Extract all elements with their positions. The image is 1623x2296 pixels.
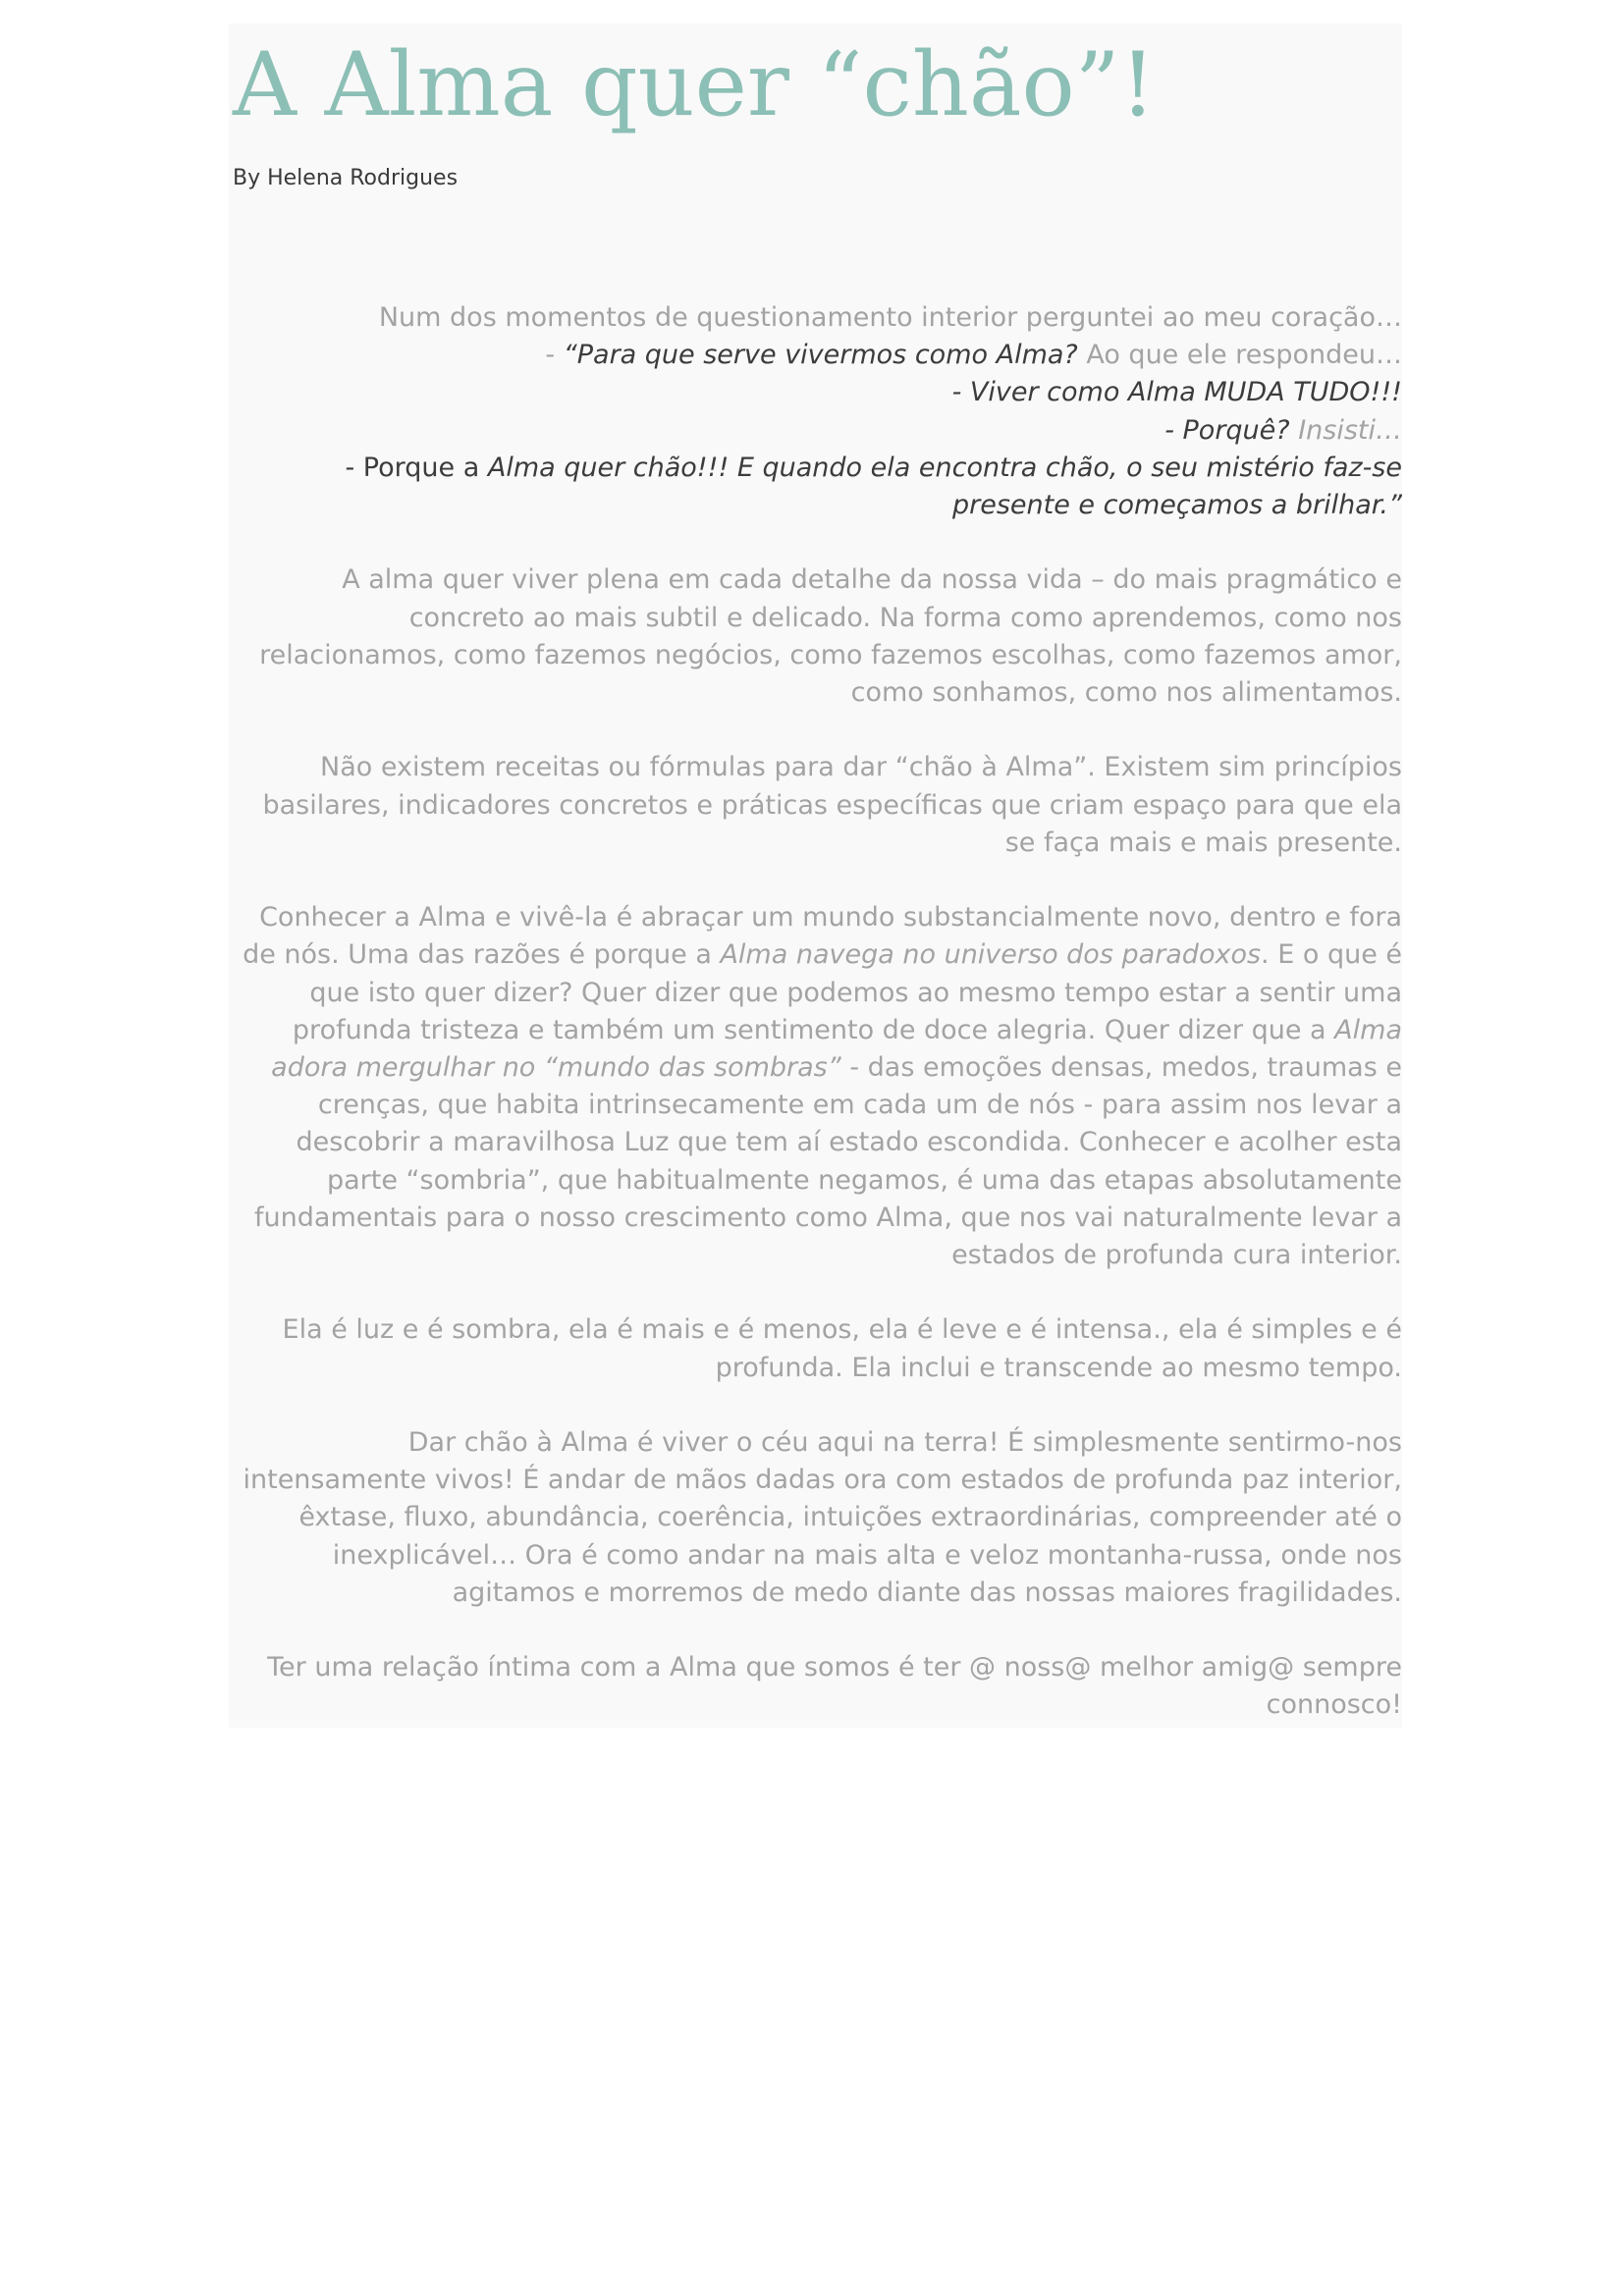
dialogue-line-2-prefix: - [545,340,564,371]
paragraph-2-text-c: . Existem sim princípios basilares, indicadores concretos e práticas específicas que criam espaço para que ela se faça mais e mais presente. [262,752,1402,858]
paragraph-6-text: Ter uma relação íntima com a Alma que somos é ter @ noss@ melhor amig@ sempre connosco! [267,1652,1402,1721]
article-title: A Alma quer “chão”! [233,33,1156,136]
paragraph-1 [236,561,1402,712]
dialogue-line-4-question: - Porquê? [1164,414,1290,446]
paragraph-4-text-b: Ela inclui e transcende ao mesmo tempo. [842,1352,1402,1383]
paragraph-5-text: Dar chão à Alma é viver o céu aqui na terra! É simplesmente sentirmo-nos intensamente vivos! É andar de mãos dadas ora com estados de profunda paz interior, êxtase, fluxo, abundância, coerência, intuições extraordinárias, compreender até o inexplicável… Ora é como andar na mais alta e veloz montanha-russa, onde nos agitamos e morremos de medo diante das nossas maiores fragilidades. [243,1427,1402,1608]
paragraph-3-text-e: - das emoções densas, medos, traumas e crenças, que habita intrinsecamente em cada um de nós - para assim nos levar a descobrir a maravilhosa Luz que tem aí estado escondida. Conhecer e acolher esta parte “sombria”, que habitualmente negamos, é uma das etapas absolutamente fundamentais para o nosso crescimento como Alma, que nos vai naturalmente levar a estados de profunda cura interior. [254,1052,1402,1271]
dialogue-line-5 [236,450,1402,524]
dialogue-line-2-question: “Para que serve vivermos como Alma? [563,340,1078,371]
paragraph-2 [236,749,1402,862]
paragraph-4-text-a: Ela é luz e é sombra, ela é mais e é menos, ela é leve e é intensa., ela é simples e é profunda. [282,1314,1402,1383]
paragraph-1-text: A alma quer viver plena em cada detalhe da nossa vida – do mais pragmático e concreto ao mais subtil e delicado. Na forma como aprendemos, como nos relacionamos, como fazemos negócios, como fazemos escolhas, como fazemos amor, como sonhamos, como nos alimentamos. [259,564,1402,709]
paragraph-3-text-d: Alma adora mergulhar no “mundo das sombras” [271,1014,1402,1084]
dialogue-line-1-text: Num dos momentos de questionamento interior perguntei ao meu coração… [378,302,1402,333]
dialogue-line-4-suffix: Insisti… [1289,414,1402,446]
paragraph-2-text-b: “chão à Alma” [894,752,1088,783]
paragraph-3 [236,899,1402,1274]
paragraph-6 [236,1649,1402,1724]
dialogue-line-1 [236,299,1402,337]
dialogue-line-2-suffix: Ao que ele respondeu… [1077,340,1402,371]
dialogue-block [236,299,1402,524]
dialogue-line-5-italic: Alma quer chão!!! E quando ela encontra chão, o seu mistério faz-se presente e começamos a brilhar.” [487,452,1402,521]
paragraph-3-text-b: Alma navega no universo dos paradoxos [720,939,1262,971]
paragraph-2-text-a: Não existem receitas ou fórmulas para dar [320,752,895,783]
author-byline: By Helena Rodrigues [233,166,459,190]
dialogue-line-3 [236,374,1402,411]
paragraph-3-text-c: . E o que é que isto quer dizer? Quer dizer que podemos ao mesmo tempo estar a sentir uma profunda tristeza e também um sentimento de doce alegria. Quer dizer que a [292,939,1402,1045]
article-body [236,299,1402,1762]
dialogue-line-2 [236,337,1402,374]
paragraph-5 [236,1424,1402,1612]
dialogue-line-5-prefix: - Porque a [345,452,488,483]
paragraph-4 [236,1311,1402,1386]
dialogue-line-4 [236,412,1402,450]
paragraph-3-text-a: Conhecer a Alma e vivê-la é abraçar um mundo substancialmente novo, dentro e fora de nós. Uma das razões é porque a [243,902,1402,971]
dialogue-line-3-text: - Viver como Alma MUDA TUDO!!! [951,377,1402,408]
